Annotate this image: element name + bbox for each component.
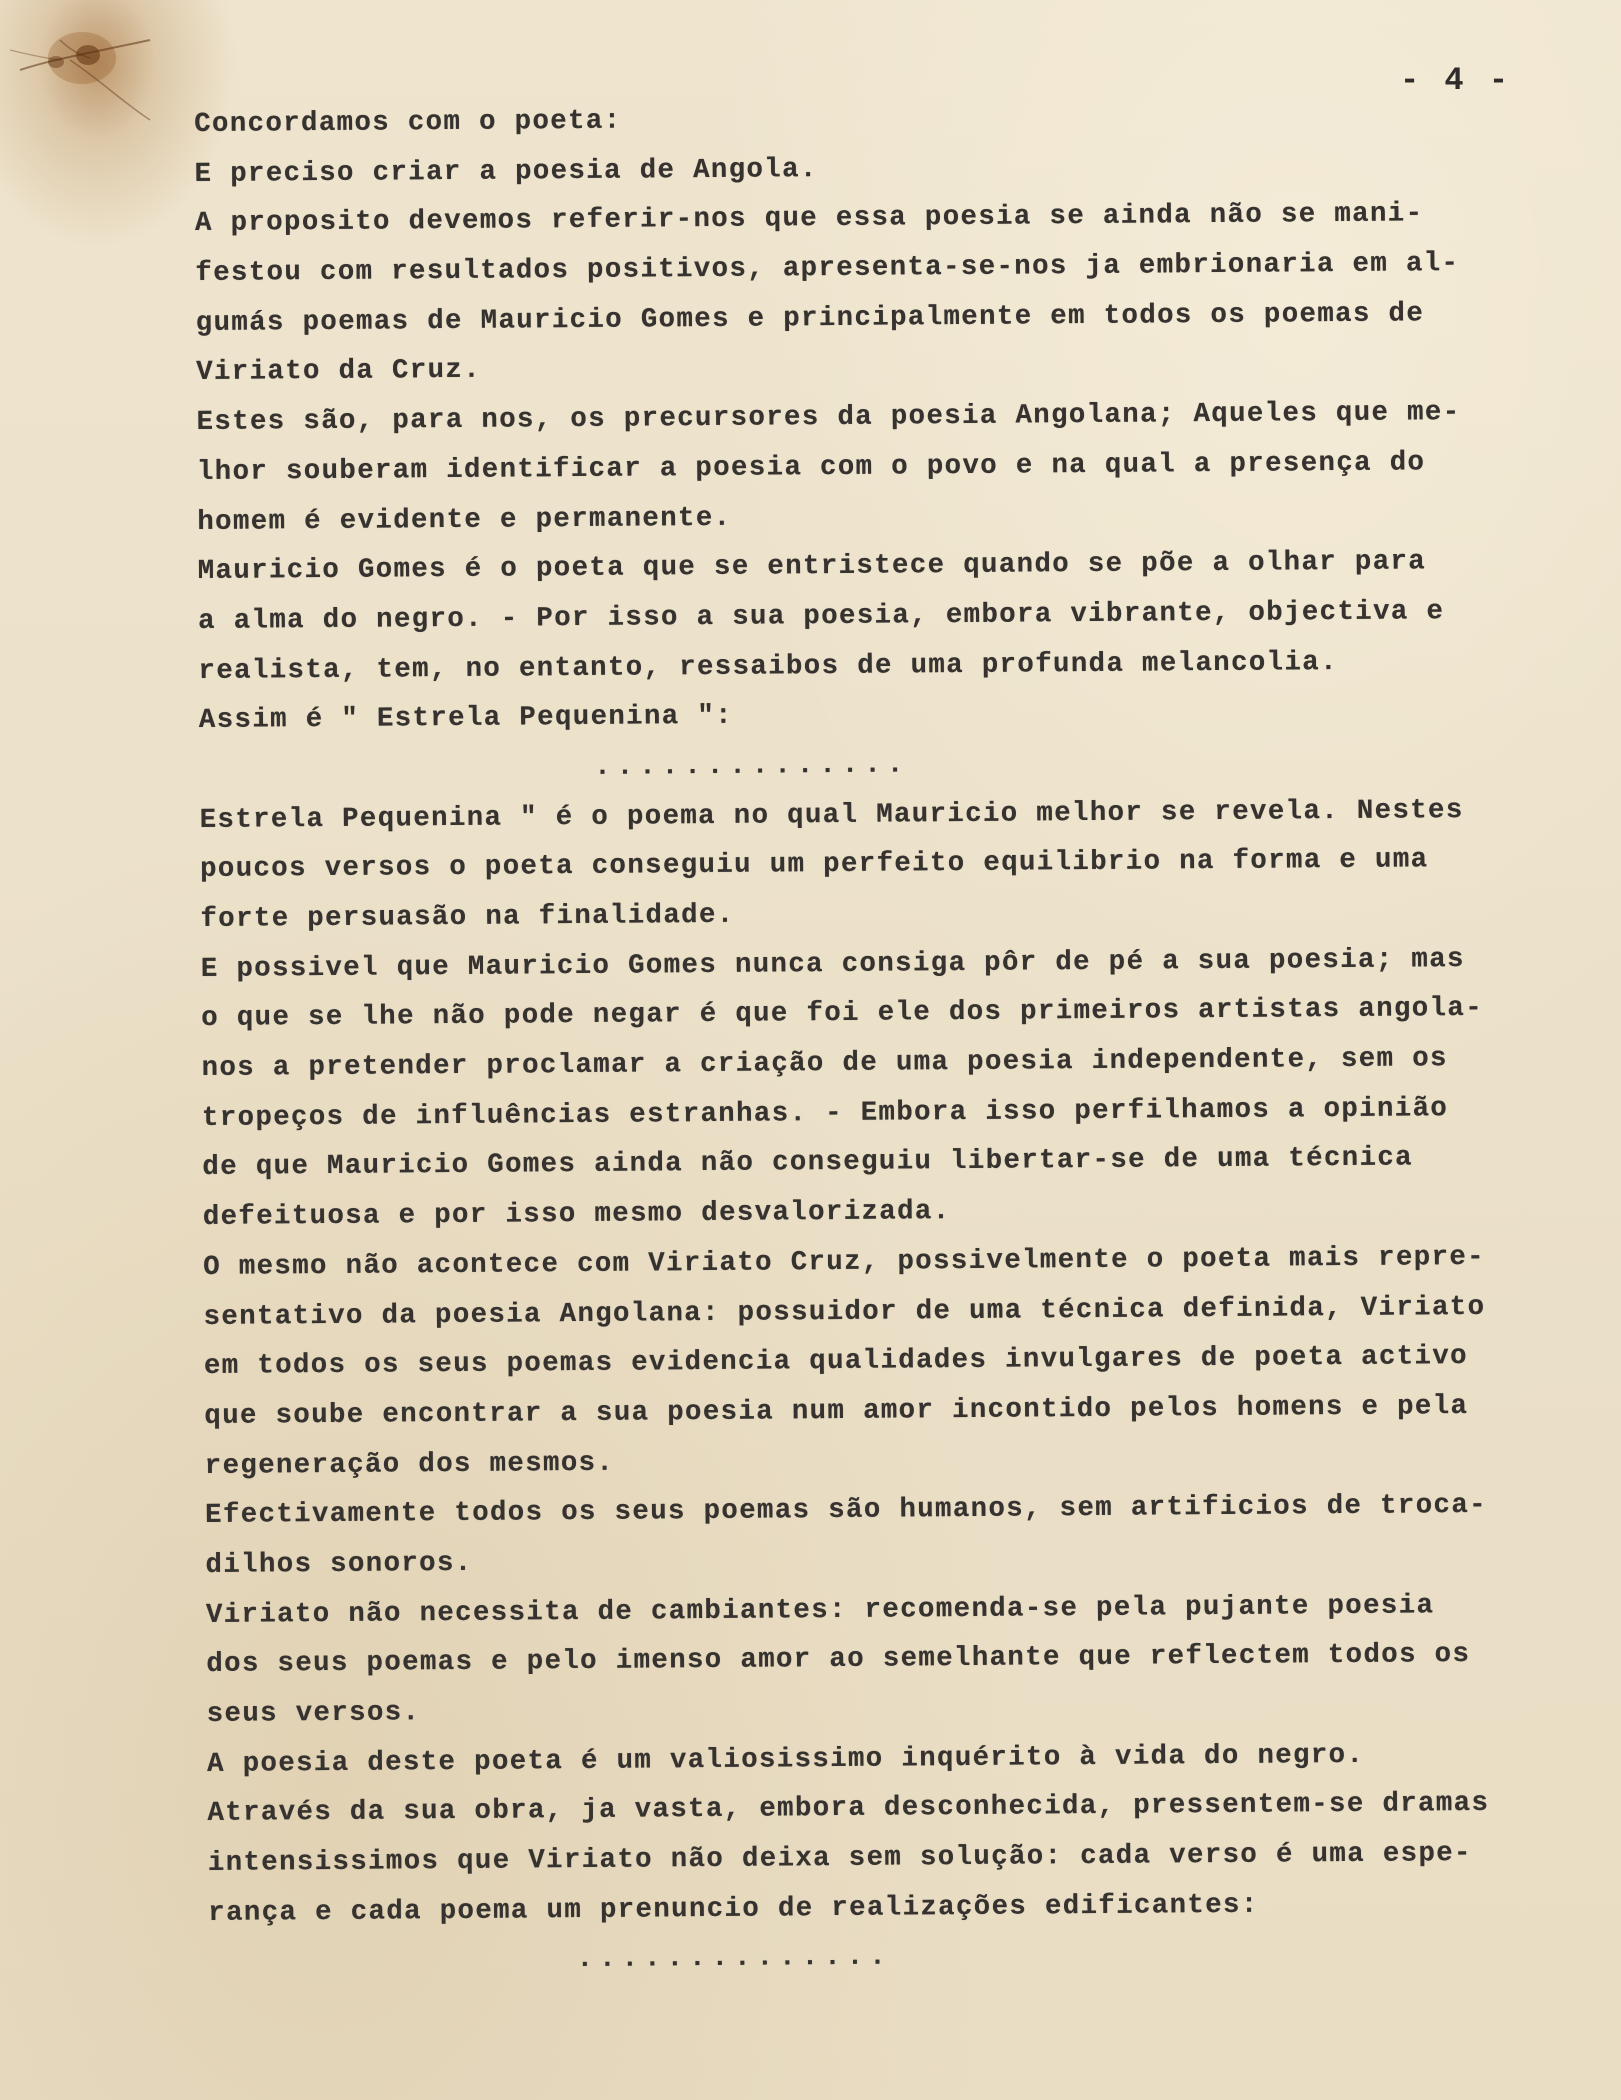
text-line: Estes são, para nos, os precursores da poesia Angolana; Aqueles que me-	[196, 397, 1461, 439]
text-line: o que se lhe não pode negar é que foi ele dos primeiros artistas angola-	[201, 993, 1484, 1035]
page-number: - 4 -	[1400, 62, 1512, 99]
text-line: sentativo da poesia Angolana: possuidor de uma técnica definida, Viriato	[203, 1291, 1486, 1333]
text-line: poucos versos o poeta conseguiu um perfeito equilibrio na forma e uma	[199, 844, 1429, 886]
rust-stain-mark	[0, 0, 180, 140]
text-line: dos seus poemas e pelo imenso amor ao semelhante que reflectem todos os	[206, 1639, 1471, 1681]
text-line: Mauricio Gomes é o poeta que se entristece quando se põe a olhar para	[197, 546, 1427, 588]
text-line: O mesmo não acontece com Viriato Cruz, possivelmente o poeta mais repre-	[203, 1241, 1486, 1283]
text-line: Viriato não necessita de cambiantes: recomenda-se pela pujante poesia	[205, 1589, 1435, 1631]
text-line: Através da sua obra, ja vasta, embora desconhecida, pressentem-se dramas	[207, 1788, 1490, 1830]
text-line: tropeços de influências estranhas. - Embora isso perfilhamos a opinião	[201, 1092, 1449, 1134]
text-line: Estrela Pequenina " é o poema no qual Mauricio melhor se revela. Nestes	[199, 794, 1464, 836]
text-line: E preciso criar a poesia de Angola.	[194, 153, 818, 190]
text-line: dilhos sonoros.	[205, 1547, 473, 1581]
omission-ellipsis: ..............	[594, 749, 910, 783]
text-line: realista, tem, no entanto, ressaibos de uma profunda melancolia.	[198, 646, 1338, 687]
text-line: festou com resultados positivos, apresenta-se-nos ja embrionaria em al-	[195, 248, 1460, 290]
text-line: rança e cada poema um prenuncio de realizações edificantes:	[208, 1889, 1259, 1929]
text-line: defeituosa e por isso mesmo desvalorizada.	[202, 1196, 951, 1234]
body-text	[194, 89, 1621, 1988]
text-line: Viriato da Cruz.	[196, 355, 482, 389]
text-line: A poesia deste poeta é um valiosissimo inquérito à vida do negro.	[206, 1739, 1365, 1780]
text-line: que soube encontrar a sua poesia num amor incontido pelos homens e pela	[204, 1390, 1469, 1432]
text-line: em todos os seus poemas evidencia qualidades invulgares de poeta activo	[203, 1341, 1469, 1383]
omission-ellipsis: ..............	[576, 1942, 892, 1976]
text-line: Efectivamente todos os seus poemas são humanos, sem artificios de troca-	[204, 1490, 1487, 1532]
text-line: Concordamos com o poeta:	[194, 105, 622, 140]
text-line: regeneração dos mesmos.	[204, 1447, 615, 1482]
text-line: de que Mauricio Gomes ainda não conseguiu libertar-se de uma técnica	[202, 1142, 1414, 1184]
text-line: a alma do negro. - Por isso a sua poesia, embora vibrante, objectiva e	[197, 596, 1445, 637]
text-line: nos a pretender proclamar a criação de uma poesia independente, sem os	[201, 1043, 1448, 1085]
text-line: intensissimos que Viriato não deixa sem solução: cada verso é uma espe-	[207, 1838, 1472, 1880]
text-line: gumás poemas de Mauricio Gomes e principalmente em todos os poemas de	[195, 298, 1425, 339]
text-line: Assim é " Estrela Pequenina ":	[198, 701, 734, 737]
text-line: seus versos.	[206, 1697, 421, 1730]
text-line: E possivel que Mauricio Gomes nunca consiga pôr de pé a sua poesia; mas	[200, 943, 1465, 985]
text-line: A proposito devemos referir-nos que essa poesia se ainda não se mani-	[194, 198, 1424, 240]
text-line: homem é evidente e permanente.	[197, 502, 732, 538]
text-line: lhor souberam identificar a poesia com o povo e na qual a presença do	[196, 447, 1426, 488]
text-line: forte persuasão na finalidade.	[200, 899, 735, 935]
